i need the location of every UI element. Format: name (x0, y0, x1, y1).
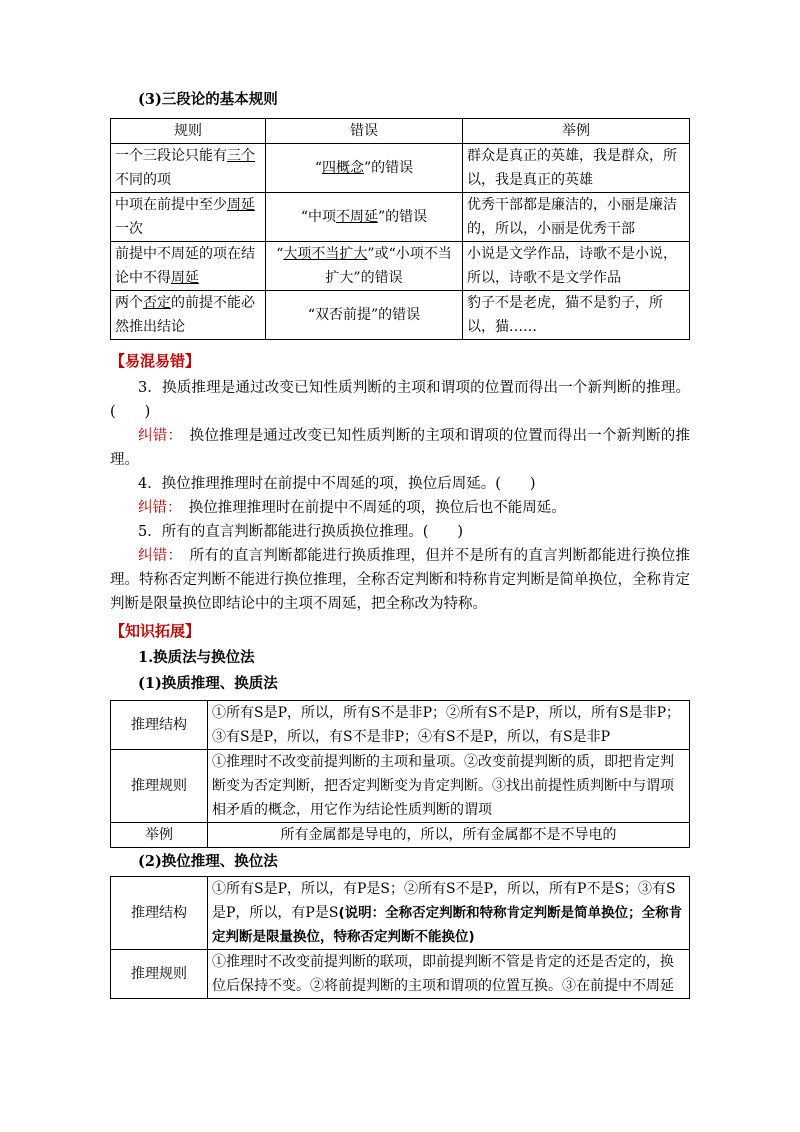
table-header-row (111, 119, 690, 144)
correction-text: 所有的直言判断都能进行换质推理，但并不是所有的直言判断都能进行换位推理。特称否定判断不能进行换位推理，全称否定判断和特称肯定判断是简单换位，全称肯定判断是限量换位即结论中的主项不周延，把全称改为特称。 (110, 548, 690, 612)
example-cell: 优秀干部都是廉洁的，小丽是廉洁的，所以，小丽是优秀干部 (463, 193, 690, 242)
error-cell: “大项不当扩大”或“小项不当扩大”的错误 (266, 242, 463, 291)
row-label-cell: 推理结构 (111, 877, 208, 950)
question-text: 3．换质推理是通过改变已知性质判断的主项和谓项的位置而得出一个新判断的推理。( ) (110, 380, 690, 420)
row-content-cell: ①所有S是P，所以，有P是S；②所有S不是P，所以，所有P不是S；③有S是P，所以，有P是S(说明：全称否定判断和特称肯定判断是简单换位；全称肯定判断是限量换位，特称否定判断不能换位) (208, 877, 690, 950)
syllogism-rules-table (110, 118, 690, 340)
col-header-example: 举例 (463, 119, 690, 144)
correction-text: 换位推理推理时在前提中不周延的项，换位后也不能周延。 (174, 500, 566, 516)
conversion-table (110, 876, 690, 999)
row-content-cell: 所有金属都是导电的，所以，所有金属都不是不导电的 (208, 823, 690, 848)
t2-title: (2)换位推理、换位法 (138, 853, 278, 870)
rule-cell: 两个否定的前提不能必然推出结论 (111, 291, 266, 340)
correction-label: 纠错： (138, 500, 175, 516)
expand-title: 1.换质法与换位法 (138, 649, 255, 666)
table-row (111, 701, 690, 750)
confusion-item (110, 520, 690, 616)
row-content-cell: ①推理时不改变前提判断的联项，即前提判断不管是肯定的还是否定的，换位后保持不变。②将前提判断的主项和谓项的位置互换。③在前提中不周延 (208, 950, 690, 999)
question-text: 4．换位推理推理时在前提中不周延的项，换位后周延。( ) (138, 476, 536, 492)
question-text: 5．所有的直言判断都能进行换质换位推理。( ) (138, 524, 464, 540)
correction-text: 换位推理是通过改变已知性质判断的主项和谓项的位置而得出一个新判断的推理。 (110, 428, 690, 468)
confusion-item (110, 376, 690, 472)
t1-title: (1)换质推理、换质法 (138, 675, 278, 692)
row-label-cell: 推理结构 (111, 701, 208, 750)
confusion-heading: 【易混易错】 (110, 352, 201, 370)
correction (110, 424, 690, 472)
rule-cell: 前提中不周延的项在结论中不得周延 (111, 242, 266, 291)
confusion-item (110, 472, 690, 520)
row-label-cell: 推理规则 (111, 750, 208, 823)
table-row (111, 750, 690, 823)
note-text: (说明：全称否定判断和特称肯定判断是简单换位；全称肯定判断是限量换位，特称否定判断不能换位) (212, 905, 683, 945)
table-row (111, 291, 690, 340)
table-row (111, 950, 690, 999)
col-header-rule: 规则 (111, 119, 266, 144)
table-row (111, 242, 690, 291)
row-content-cell: ①所有S是P，所以，所有S不是非P；②所有S不是P，所以，所有S是非P；③有S是P，所以，有S不是非P；④有S不是P，所以，有S是非P (208, 701, 690, 750)
row-label-cell: 举例 (111, 823, 208, 848)
page (110, 90, 690, 999)
obversion-table (110, 700, 690, 848)
correction (110, 544, 690, 616)
section3-title: (3)三段论的基本规则 (138, 91, 278, 108)
table-row (111, 193, 690, 242)
col-header-error: 错误 (266, 119, 463, 144)
row-label-cell: 推理规则 (111, 950, 208, 999)
table-row (111, 823, 690, 848)
correction (110, 496, 690, 520)
table-row (111, 877, 690, 950)
error-cell: “四概念”的错误 (266, 144, 463, 193)
error-cell: “双否前提”的错误 (266, 291, 463, 340)
error-cell: “中项不周延”的错误 (266, 193, 463, 242)
correction-label: 纠错： (138, 428, 175, 444)
example-cell: 豹子不是老虎，猫不是豹子，所以，猫…… (463, 291, 690, 340)
row-content-cell: ①推理时不改变前提判断的主项和量项。②改变前提判断的质，即把肯定判断变为否定判断，把否定判断变为肯定判断。③找出前提性质判断中与谓项相矛盾的概念，用它作为结论性质判断的谓项 (208, 750, 690, 823)
table-row (111, 144, 690, 193)
rule-cell: 一个三段论只能有三个不同的项 (111, 144, 266, 193)
rule-cell: 中项在前提中至少周延一次 (111, 193, 266, 242)
correction-label: 纠错： (138, 548, 175, 564)
example-cell: 小说是文学作品，诗歌不是小说，所以，诗歌不是文学作品 (463, 242, 690, 291)
example-cell: 群众是真正的英雄，我是群众，所以，我是真正的英雄 (463, 144, 690, 193)
expand-heading: 【知识拓展】 (110, 622, 201, 640)
